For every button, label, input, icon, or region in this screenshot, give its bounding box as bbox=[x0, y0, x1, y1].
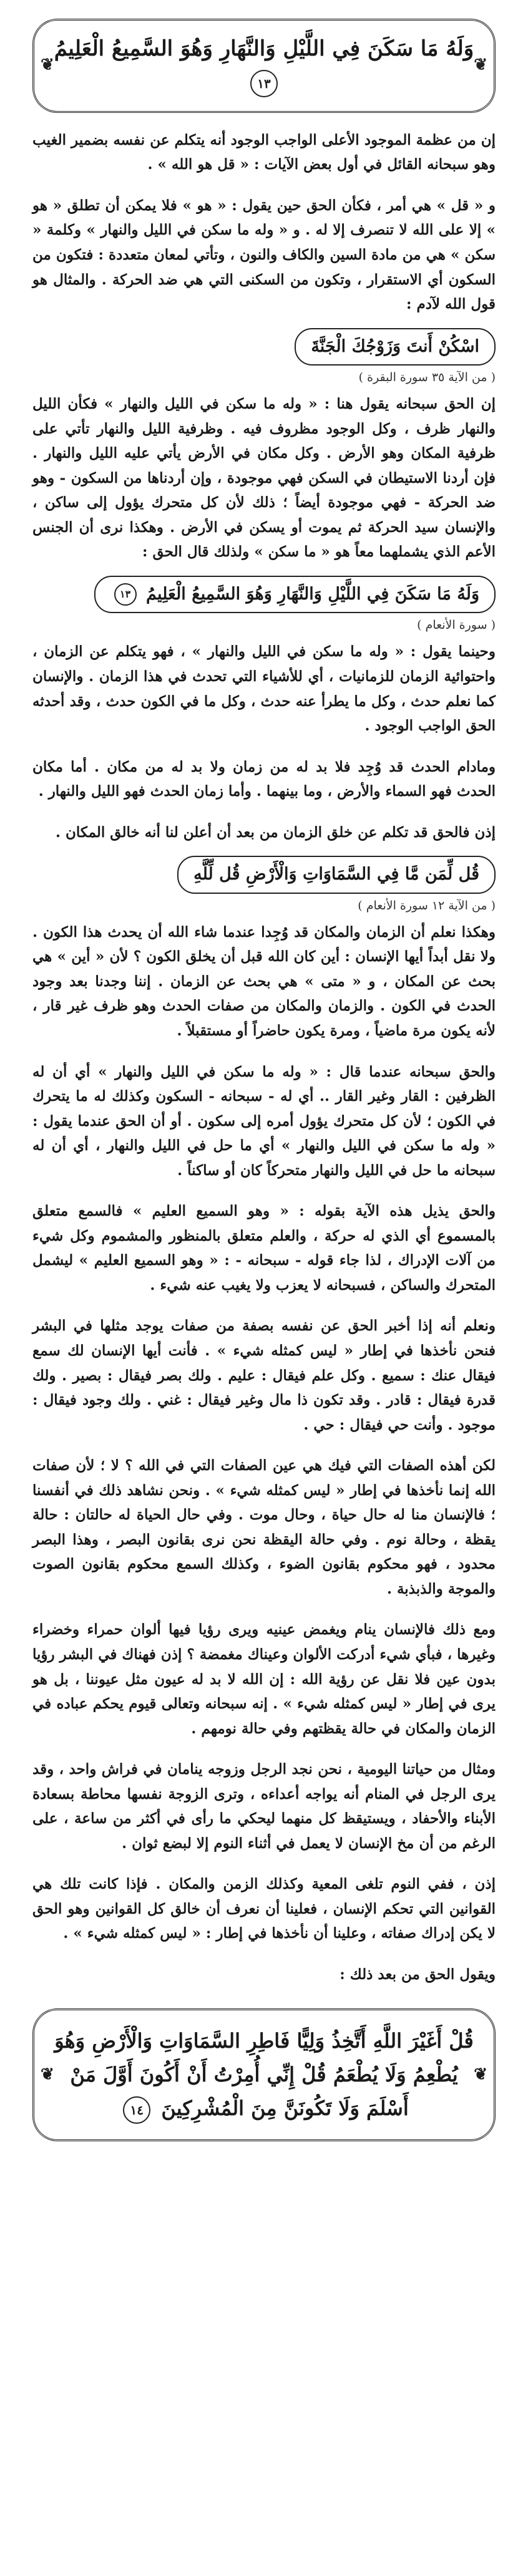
quoted-verse-number: ١٣ bbox=[114, 583, 137, 606]
paragraph: و « قل » هي أمر ، فكأن الحق حين يقول : « هو » فلا يمكن أن تطلق « هو » إلا على الله لا تنصرف إلا له . و « وله ما سكن في الليل والنهار » وكلمة « سكن » هي من مادة السين والكاف والنون ، وتأتي لمعان متعددة : فتكون من السكون أي الاستقرار ، وتكون من السكنى التي هي ضد الحركة . والمثال هو قول الله لآدم : bbox=[32, 196, 496, 313]
header-verse-text: وَلَهُ مَا سَكَنَ فِي اللَّيْلِ وَالنَّهَارِ وَهُوَ السَّمِيعُ الْعَلِيمُ bbox=[54, 36, 474, 61]
paragraph: ويقول الحق من بعد ذلك : bbox=[340, 1966, 496, 1983]
paragraph: إن الحق سبحانه يقول هنا : « وله ما سكن في الليل والنهار » فكأن الليل والنهار ظرف ، وكل الوجود مظروف فيه . وظرفية الليل والنهار تأتي على ظرفية المكان وهو الأرض . وكل مكان في الأرض يأتي عليه الليل والنهار . فإن أردنا الاستيطان في السكن فهي موجودة ، وإن أردناها من السكون - وهو ضد الحركة - فهي موجودة أيضاً ؛ ذلك لأن كل متحرك يؤول إلى ساكن ، والإنسان سيد الحركة ثم يموت أو يسكن في الأرض . وهكذا نرى أن الجنس الأعم الذي يشملهما معاً هو « ما سكن » ولذلك قال الحق : bbox=[32, 395, 496, 561]
paragraph: ومثال من حياتنا اليومية ، نحن نجد الرجل وزوجه ينامان في فراش واحد ، وقد يرى الرجل في المنام أنه يواجه أعداءه ، وترى الزوجة نفسها محاطة بسعادة الأبناء والأحفاد ، ويستيقظ كل منهما ليحكي ما رأى في أكثر من ساعة ، على الرغم من أن مخ الإنسان لا يعمل في أثناء النوم إلا لبضع ثوان . bbox=[32, 1761, 496, 1852]
verse-block bbox=[32, 323, 496, 385]
closing-verse-number: ١٤ bbox=[123, 2096, 150, 2124]
paragraph: لكن أهذه الصفات التي فيك هي عين الصفات التي في الله ؟ لا ؛ لأن صفات الله إنما نأخذها في إطار « ليس كمثله شيء » . ونحن نشاهد ذلك في أنفسنا ؛ فالإنسان منا له حال حياة ، وحال موت . وفي حال الحياة له حالتان : حالة يقظة ، وحالة نوم . وفي حالة اليقظة نحن نرى بقانون البصر ، وهذا البصر محدود ، فهو محكوم بقانون الضوء ، وكذلك السمع محكوم بقانون الصوت والموجة والذبذبة . bbox=[32, 1457, 496, 1597]
paragraph: وهكذا نعلم أن الزمان والمكان قد وُجِدا عندما شاء الله أن يحدث هذا الكون . ولا نقل أبداً أيها الإنسان : أين كان الله قبل أن يخلق الكون ؟ لأن « أين » هي بحث عن المكان ، و « متى » هي بحث عن الزمان . إننا وجدنا بعد وجود الحدث في الكون . والزمان والمكان من صفات الحدث وهو ظرف غير قار ، لأنه يكون مرة ماضياً ، ومرة يكون حاضراً أو مستقبلاً . bbox=[32, 923, 496, 1039]
paragraph: ومادام الحدث قد وُجِد فلا بد له من زمان ولا بد له من مكان . أما مكان الحدث فهو السماء والأرض ، وما بينهما . وأما زمان الحدث فهو الليل والنهار . bbox=[32, 758, 496, 800]
paragraph: ومع ذلك فالإنسان ينام ويغمض عينيه ويرى رؤيا فيها ألوان حمراء وخضراء وغيرها ، فبأي شيء أدركت الألوان وعيناك مغمضة ؟ إذن فهناك في البشر رؤيا بدون عين فلا نقل عن رؤية الله : إن الله لا بد له عيون مثل عيوننا ، بل هو يرى في إطار « ليس كمثله شيء » . إنه سبحانه وتعالى قيوم يحكم عباده في الزمان والمكان في حالة يقظتهم وفي حالة نومهم . bbox=[32, 1621, 496, 1737]
verse-reference: ( سورة الأنعام ) bbox=[417, 618, 496, 632]
paragraph: إن من عظمة الموجود الأعلى الواجب الوجود أنه يتكلم عن نفسه بضمير الغيب وهو سبحانه القائل في أول بعض الآيات : « قل هو الله » . bbox=[32, 131, 496, 173]
paragraph: والحق يذيل هذه الآية بقوله : « وهو السميع العليم » فالسمع متعلق بالمسموع أي الذي له حركة ، والعلم متعلق بالمنظور والمشموم وكل شيء من آلات الإدراك ، لذا جاء قوله - سبحانه - : « وهو السميع العليم » ليشمل المتحرك والساكن ، فسبحانه لا يعزب ولا يغيب عنه شيء . bbox=[32, 1203, 496, 1294]
verse-block bbox=[32, 851, 496, 913]
quoted-verse-text: اسْكُنْ أَنتَ وَزَوْجُكَ الْجَنَّةَ bbox=[311, 336, 479, 356]
paragraph: إذن فالحق قد تكلم عن خلق الزمان من بعد أن أعلن لنا أنه خالق المكان . bbox=[55, 823, 496, 841]
closing-verse-banner bbox=[32, 2008, 496, 2141]
quoted-verse-text: قُل لِّمَن مَّا فِي السَّمَاوَاتِ وَالْأَرْضِ قُل لِّلَّهِ bbox=[193, 864, 479, 884]
quoted-verse-text: وَلَهُ مَا سَكَنَ فِي اللَّيْلِ وَالنَّهَارِ وَهُوَ السَّمِيعُ الْعَلِيمُ bbox=[146, 584, 479, 604]
header-verse-banner bbox=[32, 19, 496, 113]
quoted-verse bbox=[94, 576, 496, 614]
paragraph: إذن ، ففي النوم تلغى المعية وكذلك الزمن والمكان . فإذا كانت تلك هي القوانين التي تحكم الإنسان ، فعلينا أن نعرف أن خالق كل القوانين وهو الحق لا يكن إدراك صفاته ، وعلينا أن نأخذها في إطار : « ليس كمثله شيء » . bbox=[32, 1876, 496, 1942]
quoted-verse bbox=[177, 856, 496, 894]
quoted-verse bbox=[295, 328, 496, 366]
verse-block bbox=[32, 571, 496, 632]
verse-reference: ( من الآية ١٢ سورة الأنعام ) bbox=[358, 898, 496, 913]
closing-verse-text: قُلْ أَغَيْرَ اللَّهِ أَتَّخِذُ وَلِيًّا فَاطِرِ السَّمَاوَاتِ وَالْأَرْضِ وَهُوَ يُطْعِمُ وَلَا يُطْعَمُ قُلْ إِنِّي أُمِرْتُ أَنْ أَكُونَ أَوَّلَ مَنْ أَسْلَمَ وَلَا تَكُونَنَّ مِنَ الْمُشْرِكِينَ bbox=[54, 2028, 474, 2121]
verse-reference: ( من الآية ٣٥ سورة البقرة ) bbox=[358, 370, 496, 385]
header-verse-number: ١٣ bbox=[250, 70, 278, 97]
paragraph: والحق سبحانه عندما قال : « وله ما سكن في الليل والنهار » أي أن له الظرفين : القار وغير القار .. أي له - سبحانه - السكون وكذلك له ما يتحرك في الكون ؛ لأن كل متحرك يؤول أمره إلى سكون . أو أن الحق عندما يقول : « وله ما سكن في الليل والنهار » أي ما حل في الليل والنهار ، أي أن له سبحانه ما حل في الليل والنهار متحركاً كان أو ساكناً . bbox=[32, 1063, 496, 1179]
paragraph: وحينما يقول : « وله ما سكن في الليل والنهار » ، فهو يتكلم عن الزمان ، واحتوائية الزمان للزمانيات ، أي للأشياء التي تحدث في هذا الزمان . والإنسان كما نعلم حدث ، وكل ما يطرأ عنه حدث ، وكل ما في الكون حدث ، وقد أحدثه الحق الواجب الوجود . bbox=[32, 643, 496, 735]
paragraph: ونعلم أنه إذا أخبر الحق عن نفسه بصفة من صفات يوجد مثلها في البشر فنحن نأخذها في إطار « ليس كمثله شيء » . فأنت أيها الإنسان لك سمع فيقال عنك : سميع . وكل علم فيقال : عليم . ولك بصر فيقال : بصير . ولك قدرة فيقال : قادر . وقد تكون ذا مال وغير فيقال : غني . ولك وجود فيقال : موجود . وأنت حي فيقال : حي . bbox=[32, 1317, 496, 1433]
